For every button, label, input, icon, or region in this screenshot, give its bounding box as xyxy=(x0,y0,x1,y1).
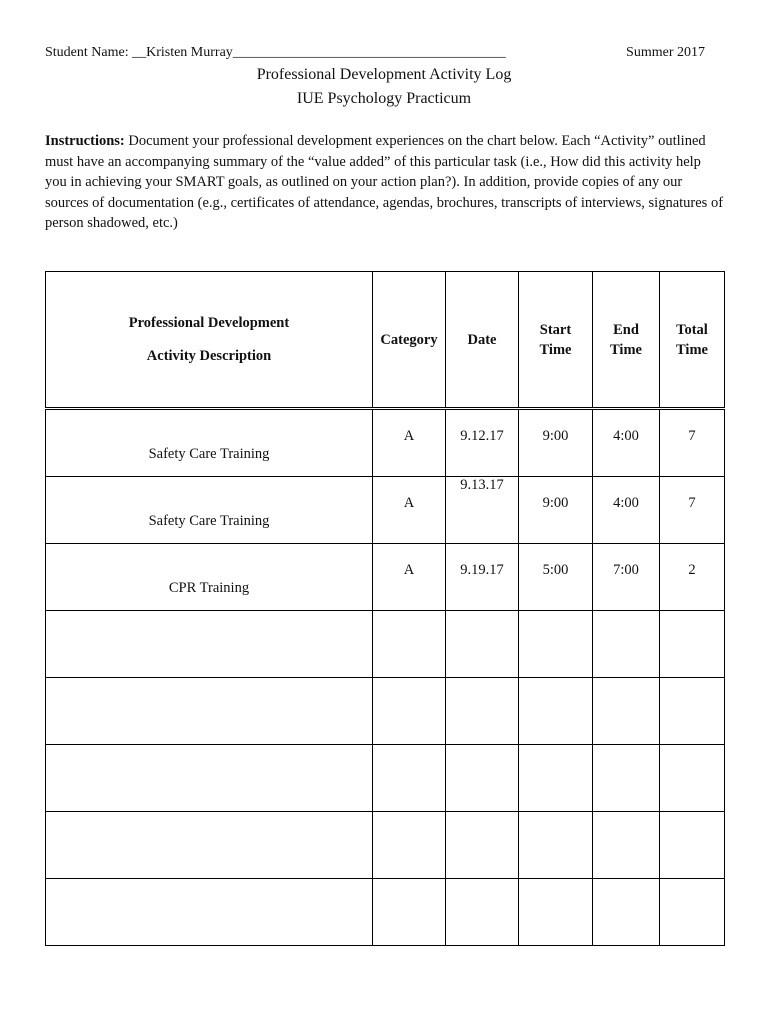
cell-end-text: 4:00 xyxy=(613,495,639,511)
cell-description xyxy=(46,544,373,611)
header-end-line2: Time xyxy=(610,341,642,358)
header-activity-description xyxy=(46,272,373,409)
cell-description xyxy=(46,812,373,879)
cell-description-text: CPR Training xyxy=(168,580,250,596)
cell-end xyxy=(593,745,660,812)
cell-category xyxy=(373,745,446,812)
cell-start xyxy=(519,409,593,477)
header-total-time xyxy=(660,272,725,409)
cell-end xyxy=(593,611,660,678)
cell-end-text: 4:00 xyxy=(613,428,639,444)
cell-total xyxy=(660,409,725,477)
cell-start xyxy=(519,745,593,812)
cell-total xyxy=(660,611,725,678)
header-end-line1: End xyxy=(613,321,639,338)
cell-start xyxy=(519,879,593,946)
cell-category xyxy=(373,812,446,879)
document-subtitle: IUE Psychology Practicum xyxy=(296,90,472,107)
instructions-text: Document your professional development experiences on the chart below. Each “Activity” outlined must have an accompanying summary of the “value added” of this particular task (i.e., How did this activity help you in achieving your SMART goals, as outlined on your action plan?). In addition, provide copies of any our sources of documentation (e.g., certificates of attendance, agendas, brochures, transcripts of interviews, signatures of person shadowed, etc.) xyxy=(45,133,724,231)
cell-category xyxy=(373,409,446,477)
cell-category-text: A xyxy=(403,428,415,444)
table-row xyxy=(46,879,725,946)
cell-total xyxy=(660,812,725,879)
cell-start xyxy=(519,812,593,879)
table-row xyxy=(46,409,725,477)
instructions-paragraph xyxy=(45,131,725,234)
cell-date-text: 9.13.17 xyxy=(460,477,504,493)
header-category: Category xyxy=(373,272,446,409)
table-row xyxy=(46,611,725,678)
cell-description xyxy=(46,678,373,745)
cell-total xyxy=(660,879,725,946)
header-desc-line1: Professional Development xyxy=(128,315,290,331)
cell-start xyxy=(519,611,593,678)
cell-date xyxy=(446,678,519,745)
cell-end xyxy=(593,879,660,946)
table-row xyxy=(46,678,725,745)
cell-total xyxy=(660,745,725,812)
cell-date-text: 9.12.17 xyxy=(460,428,504,444)
table-row xyxy=(46,477,725,544)
cell-category xyxy=(373,611,446,678)
table-row xyxy=(46,544,725,611)
student-name: Student Name: __Kristen Murray_______________________________________ xyxy=(45,45,506,60)
header-total-line1: Total xyxy=(676,321,708,338)
cell-start-text: 5:00 xyxy=(542,562,569,578)
table-row xyxy=(46,812,725,879)
cell-date xyxy=(446,879,519,946)
cell-end xyxy=(593,409,660,477)
cell-total xyxy=(660,477,725,544)
table-row xyxy=(46,745,725,812)
cell-date xyxy=(446,812,519,879)
cell-end xyxy=(593,477,660,544)
cell-date-text: 9.19.17 xyxy=(460,562,504,578)
cell-end xyxy=(593,678,660,745)
cell-start xyxy=(519,544,593,611)
cell-start xyxy=(519,477,593,544)
cell-start-text: 9:00 xyxy=(542,495,569,511)
cell-category-text: A xyxy=(403,562,415,578)
cell-total xyxy=(660,678,725,745)
cell-end xyxy=(593,812,660,879)
cell-description-text: Safety Care Training xyxy=(148,513,270,529)
cell-category xyxy=(373,477,446,544)
cell-start xyxy=(519,678,593,745)
header-line xyxy=(45,45,705,65)
cell-date xyxy=(446,409,519,477)
cell-description xyxy=(46,409,373,477)
instructions-label: Instructions: xyxy=(45,133,125,149)
cell-description-text: Safety Care Training xyxy=(148,446,270,462)
header-start-time xyxy=(519,272,593,409)
cell-end-text: 7:00 xyxy=(613,562,639,578)
cell-category-text: A xyxy=(403,495,415,511)
cell-category xyxy=(373,678,446,745)
cell-date xyxy=(446,745,519,812)
header-start-line1: Start xyxy=(539,321,572,338)
activity-log-table xyxy=(45,271,725,946)
cell-start-text: 9:00 xyxy=(542,428,569,444)
cell-description xyxy=(46,879,373,946)
cell-end xyxy=(593,544,660,611)
cell-category xyxy=(373,879,446,946)
cell-category xyxy=(373,544,446,611)
table-header-row xyxy=(46,272,725,409)
header-desc-line2: Activity Description xyxy=(146,348,272,364)
cell-total-text: 2 xyxy=(688,562,696,578)
header-end-time xyxy=(593,272,660,409)
term-label: Summer 2017 xyxy=(626,45,705,60)
header-start-line2: Time xyxy=(539,341,572,358)
cell-total-text: 7 xyxy=(688,495,696,511)
cell-date xyxy=(446,477,519,544)
cell-description xyxy=(46,611,373,678)
header-total-line2: Time xyxy=(676,341,708,358)
header-date: Date xyxy=(446,272,519,409)
cell-description xyxy=(46,745,373,812)
cell-date xyxy=(446,611,519,678)
cell-date xyxy=(446,544,519,611)
cell-total xyxy=(660,544,725,611)
cell-description xyxy=(46,477,373,544)
cell-total-text: 7 xyxy=(688,428,696,444)
document-title: Professional Development Activity Log xyxy=(256,66,512,83)
